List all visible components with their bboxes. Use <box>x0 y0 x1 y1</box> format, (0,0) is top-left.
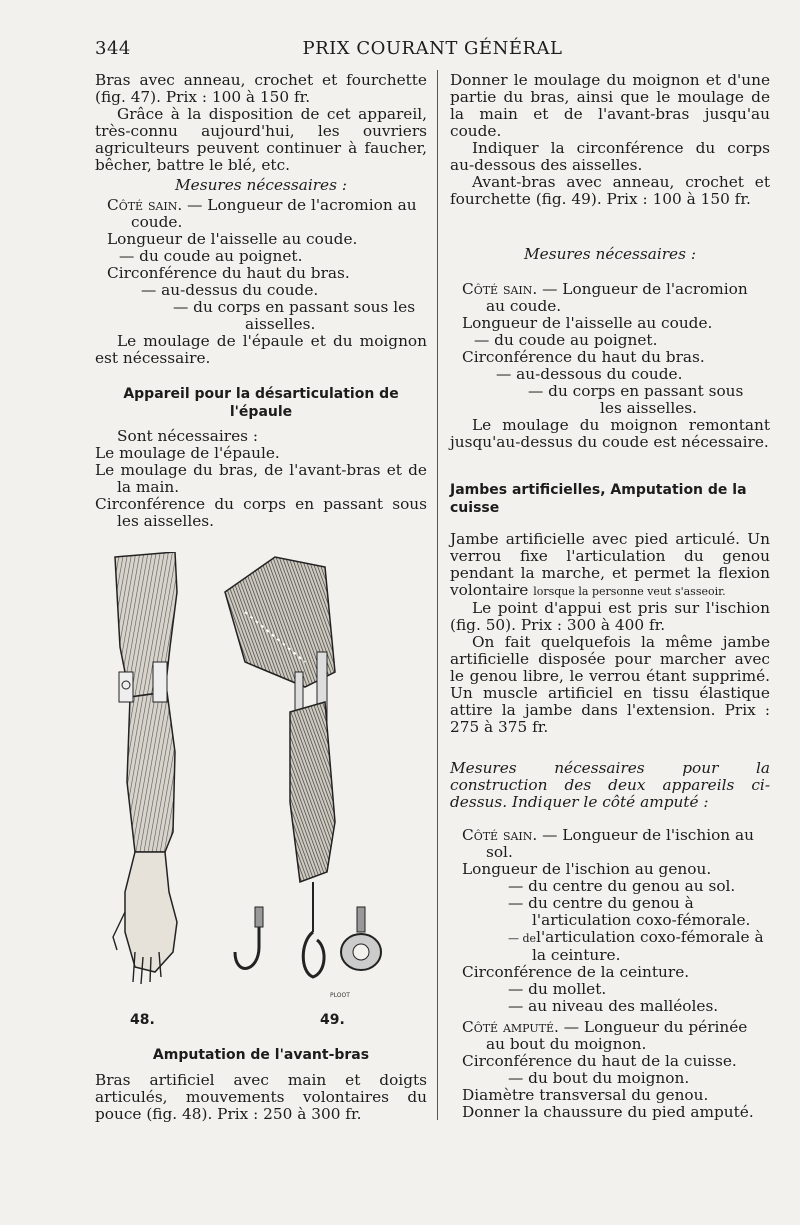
subheading: Mesures nécessaires : <box>524 245 696 263</box>
left-column <box>95 72 427 1123</box>
measure-item: — au niveau des malléoles. <box>508 997 719 1015</box>
right-column <box>450 72 770 1121</box>
figure-48-arm <box>113 552 177 984</box>
measure-text: — Longueur du périnée au bout du moignon. <box>486 1018 748 1053</box>
measure-item: — au-dessus du coude. <box>141 281 319 299</box>
measure-text: l'articulation coxo-fémorale à la ceinture. <box>532 928 764 964</box>
measure-item: Longueur de l'ischion au genou. <box>462 860 712 878</box>
side-label: Côté amputé. <box>462 1018 559 1036</box>
measure-item <box>450 827 770 861</box>
measure-item: — du coude au poignet. <box>119 247 303 265</box>
prosthesis-figure <box>95 552 427 1012</box>
measure-item <box>450 929 770 964</box>
measure-text-small: — de <box>508 932 537 945</box>
measure-item: Circonférence du haut du bras. <box>462 348 705 366</box>
page-number: 344 <box>95 38 131 59</box>
list-item: Circonférence du corps en passant sous les aisselles. <box>95 495 427 530</box>
measure-item: — du bout du moignon. <box>508 1069 690 1087</box>
figure-49-forearm <box>225 557 381 977</box>
subheading: Mesures nécessaires : <box>175 176 347 194</box>
measure-item: Diamètre transversal du genou. <box>462 1086 709 1104</box>
measure-item <box>450 281 770 315</box>
measure-item: — du centre du genou à l'articulation coxo-fémorale. <box>508 894 751 929</box>
measure-item: — du coude au poignet. <box>474 331 658 349</box>
measure-item: — au-dessous du coude. <box>496 365 683 383</box>
measure-item: Longueur de l'aisselle au coude. <box>107 230 358 248</box>
side-label: Côté sain. <box>462 280 538 298</box>
section-heading: Jambes artificielles, Amputation de la cuisse <box>450 482 747 516</box>
section-heading: Appareil pour la désarticulation de l'épaule <box>123 386 399 420</box>
paragraph: Avant-bras avec anneau, crochet et fourchette (fig. 49). Prix : 100 à 150 fr. <box>450 173 770 208</box>
measure-text: — Longueur de l'ischion au sol. <box>486 826 754 861</box>
paragraph: Le moulage du moignon remontant jusqu'au-dessus du coude est nécessaire. <box>450 416 770 451</box>
paragraph: On fait quelquefois la même jambe artificielle disposée pour marcher avec le genou libre, le verrou étant supprimé. Un muscle artificiel en tissu élastique attire la jambe dans l'extension. Prix : 275 à 375 fr. <box>450 633 770 736</box>
measure-item: — du mollet. <box>508 980 607 998</box>
paragraph: Le point d'appui est pris sur l'ischion (fig. 50). Prix : 300 à 400 fr. <box>450 599 770 634</box>
paragraph: Bras artificiel avec main et doigts articulés, mouvements volontaires du pouce (fig. 48). Prix : 250 à 300 fr. <box>95 1071 427 1123</box>
paragraph: Bras avec anneau, crochet et fourchette (fig. 47). Prix : 100 à 150 fr. <box>95 71 427 106</box>
page-header <box>95 38 770 62</box>
paragraph: Le moulage de l'épaule et du moignon est nécessaire. <box>95 332 427 367</box>
engraver-signature: PLOOT <box>330 992 350 999</box>
side-label: Côté sain. <box>462 826 538 844</box>
figure-number: 49. <box>320 1012 345 1028</box>
paragraph <box>450 531 770 600</box>
section-heading: Amputation de l'avant-bras <box>152 1047 370 1063</box>
column-divider <box>437 70 438 1120</box>
measure-item: — du centre du genou au sol. <box>508 877 736 895</box>
measure-item: Donner la chaussure du pied amputé. <box>462 1103 754 1121</box>
measure-item <box>450 1019 770 1053</box>
paragraph: Indiquer la circonférence du corps au-dessous des aisselles. <box>450 139 770 174</box>
paragraph: Donner le moulage du moignon et d'une partie du bras, ainsi que le moulage de la main et de l'avant-bras jusqu'au coude. <box>450 71 770 140</box>
prosthetic-arms-illustration <box>95 552 427 1012</box>
paragraph: Grâce à la disposition de cet appareil, très-connu aujourd'hui, les ouvriers agriculteurs peuvent continuer à faucher, bêcher, battre le blé, etc. <box>95 105 427 174</box>
measure-item: — du corps en passant sous les aisselles. <box>173 298 416 333</box>
measure-item: Circonférence du haut du bras. <box>107 264 350 282</box>
figure-number: 48. <box>130 1012 155 1028</box>
paragraph-text: Jambe artificielle avec pied articulé. Un verrou fixe l'articulation du genou pendant la marche, et permet la flexion volontaire <box>450 530 770 599</box>
measure-item: Circonférence de la ceinture. <box>462 963 690 981</box>
side-label: Côté sain. <box>107 196 183 214</box>
measure-item: Longueur de l'aisselle au coude. <box>462 314 713 332</box>
measure-item: Circonférence du haut de la cuisse. <box>462 1052 737 1070</box>
figure-captions <box>95 1012 427 1034</box>
measure-item <box>95 197 427 231</box>
paragraph: Sont nécessaires : <box>117 427 259 445</box>
measure-text: — Longueur de l'acromion au coude. <box>131 196 417 231</box>
measure-text: — Longueur de l'acromion au coude. <box>486 280 748 315</box>
list-item: Le moulage de l'épaule. <box>95 444 280 462</box>
paragraph-text-small: lorsque la personne veut s'asseoir. <box>533 585 726 598</box>
measure-item: — du corps en passant sous les aisselles. <box>528 382 744 417</box>
page-title: PRIX COURANT GÉNÉRAL <box>302 38 563 59</box>
list-item: Le moulage du bras, de l'avant-bras et de la main. <box>95 461 427 496</box>
subheading: Mesures nécessaires pour la construction des deux appareils ci-dessus. Indiquer le côté amputé : <box>450 759 770 811</box>
